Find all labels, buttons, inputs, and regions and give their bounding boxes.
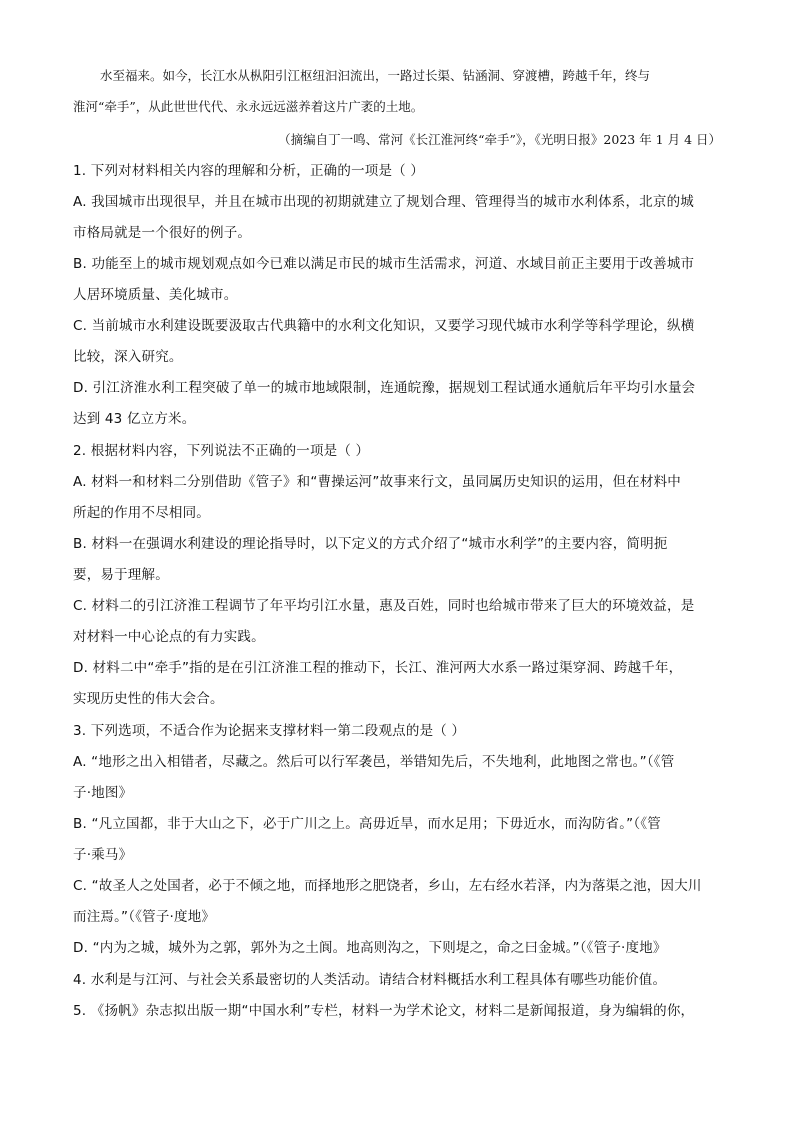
question-4: 4. 水利是与江河、与社会关系最密切的人类活动。请结合材料概括水利工程具体有哪些功能价值。 [73,972,667,988]
option-d: D. 引江济淮水利工程突破了单一的城市地域限制，连通皖豫，据规划工程试通水通航后年平均引水量会 [73,380,696,396]
question-stem: 3. 下列选项，不适合作为论据来支撑材料一第二段观点的是（ ） [73,723,466,739]
option-b: B. 材料一在强调水利建设的理论指导时，以下定义的方式介绍了“城市水利学”的主要内容，简明扼 [73,536,668,552]
option-c: C. 材料二的引江济淮工程调节了年平均引江水量，惠及百姓，同时也给城市带来了巨大的环境效益，是 [73,598,695,614]
option-a: A. 材料一和材料二分别借助《管子》和“曹操运河”故事来行文，虽同属历史知识的运用，但在材料中 [73,474,681,490]
option-a-cont: 市格局就是一个很好的例子。 [73,225,252,241]
option-c-cont: 比较，深入研究。 [73,349,183,365]
option-a-cont: 所起的作用不尽相同。 [73,505,210,521]
option-b-cont: 人居环境质量、美化城市。 [73,287,238,303]
passage-line: 水至福来。如今，长江水从枞阳引江枢纽汩汩流出，一路过长渠、钻涵洞、穿渡槽，跨越千年，终与 [100,68,651,83]
option-a: A. 我国城市出现很早，并且在城市出现的初期就建立了规划合理、管理得当的城市水利体系，北京的城 [73,194,694,210]
passage-line: 淮河“牵手”，从此世世代代、永永远远滋养着这片广袤的土地。 [73,99,424,114]
source-citation: （摘编自丁一鸣、常河《长江淮河终“牵手”》，《光明日报》2023 年 1 月 4 日） [278,132,721,147]
option-b-cont: 子·乘马》 [73,847,133,863]
option-d-cont: 达到 43 亿立方米。 [73,411,196,427]
option-b: B. “凡立国都，非于大山之下，必于广川之上。高毋近旱，而水足用；下毋近水，而沟防省。”（《管 [73,816,661,832]
option-b-cont: 要，易于理解。 [73,567,169,583]
question-5: 5. 《扬帆》杂志拟出版一期“中国水利”专栏，材料一为学术论文，材料二是新闻报道，身为编辑的你， [73,1003,695,1019]
option-d: D. “内为之城，城外为之郭，郭外为之土阆。地高则沟之，下则堤之，命之曰金城。”（《管子·度地》 [73,940,667,956]
option-c: C. 当前城市水利建设既要汲取古代典籍中的水利文化知识，又要学习现代城市水利学等科学理论，纵横 [73,318,695,334]
option-a-cont: 子·地图》 [73,785,133,801]
option-c-cont: 对材料一中心论点的有力实践。 [73,629,265,645]
question-stem: 1. 下列对材料相关内容的理解和分析，正确的一项是（ ） [73,163,425,179]
question-stem: 2. 根据材料内容，下列说法不正确的一项是（ ） [73,443,370,459]
option-c: C. “故圣人之处国者，必于不倾之地，而择地形之肥饶者，乡山，左右经水若泽，内为落渠之池，因大川 [73,878,702,894]
option-b: B. 功能至上的城市规划观点如今已难以满足市民的城市生活需求，河道、水域目前正主要用于改善城市 [73,256,695,272]
option-a: A. “地形之出入相错者，尽藏之。然后可以行军袭邑，举错知先后，不失地利，此地图之常也。”（《管 [73,754,675,770]
option-d-cont: 实现历史性的伟大会合。 [73,691,224,707]
option-c-cont: 而注焉。”（《管子·度地》 [73,909,216,925]
option-d: D. 材料二中“牵手”指的是在引江济淮工程的推动下，长江、淮河两大水系一路过渠穿洞、跨越千年， [73,660,683,676]
